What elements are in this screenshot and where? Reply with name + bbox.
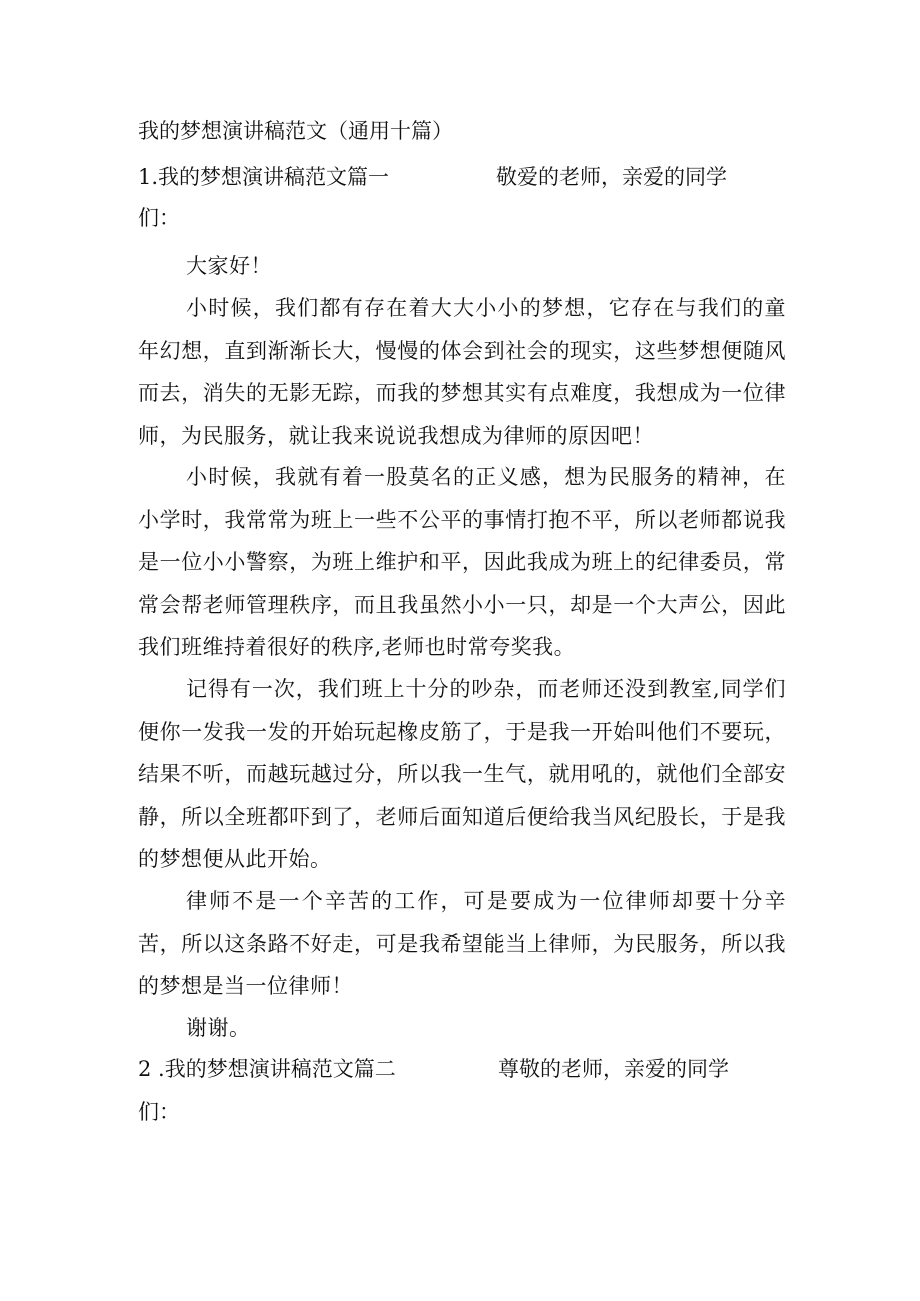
section-1-greeting: 敬爱的老师，亲爱的同学 bbox=[496, 165, 727, 189]
paragraph-5: 律师不是一个辛苦的工作，可是要成为一位律师却要十分辛苦，所以这条路不好走，可是我希望能当上律师，为民服务，所以我的梦想是当一位律师！ bbox=[138, 889, 786, 998]
section-2-greeting: 尊敬的老师，亲爱的同学 bbox=[498, 1057, 729, 1081]
section-2-heading-line bbox=[138, 1054, 729, 1084]
section-1-greeting-cont: 们： bbox=[138, 206, 180, 230]
paragraph-2: 小时候，我们都有存在着大大小小的梦想，它存在与我们的童年幻想，直到渐渐长大，慢慢的体会到社会的现实，这些梦想便随风而去，消失的无影无踪，而我的梦想其实有点难度，我想成为一位律师，为民服务，就让我来说说我想成为律师的原因吧！ bbox=[138, 296, 786, 448]
paragraph-1: 大家好！ bbox=[186, 254, 272, 278]
section-2-heading: 2 .我的梦想演讲稿范文篇二 bbox=[138, 1057, 396, 1081]
paragraph-3: 小时候，我就有着一股莫名的正义感，想为民服务的精神，在小学时，我常常为班上一些不公平的事情打抱不平，所以老师都说我是一位小小警察，为班上维护和平，因此我成为班上的纪律委员，常常会帮老师管理秩序，而且我虽然小小一只，却是一个大声公，因此我们班维持着很好的秩序,老师也时常夸奖我。 bbox=[138, 465, 786, 659]
section-1-heading: 1.我的梦想演讲稿范文篇一 bbox=[138, 165, 390, 189]
paragraph-4: 记得有一次，我们班上十分的吵杂，而老师还没到教室,同学们便你一发我一发的开始玩起橡皮筋了，于是我一开始叫他们不要玩，结果不听，而越玩越过分，所以我一生气，就用吼的，就他们全部安静，所以全班都吓到了，老师后面知道后便给我当风纪股长，于是我的梦想便从此开始。 bbox=[138, 677, 786, 871]
document-title: 我的梦想演讲稿范文（通用十篇） bbox=[138, 119, 453, 143]
section-1-heading-line bbox=[138, 162, 727, 192]
paragraph-6: 谢谢。 bbox=[186, 1016, 251, 1040]
section-2-greeting-cont: 们： bbox=[138, 1100, 180, 1124]
